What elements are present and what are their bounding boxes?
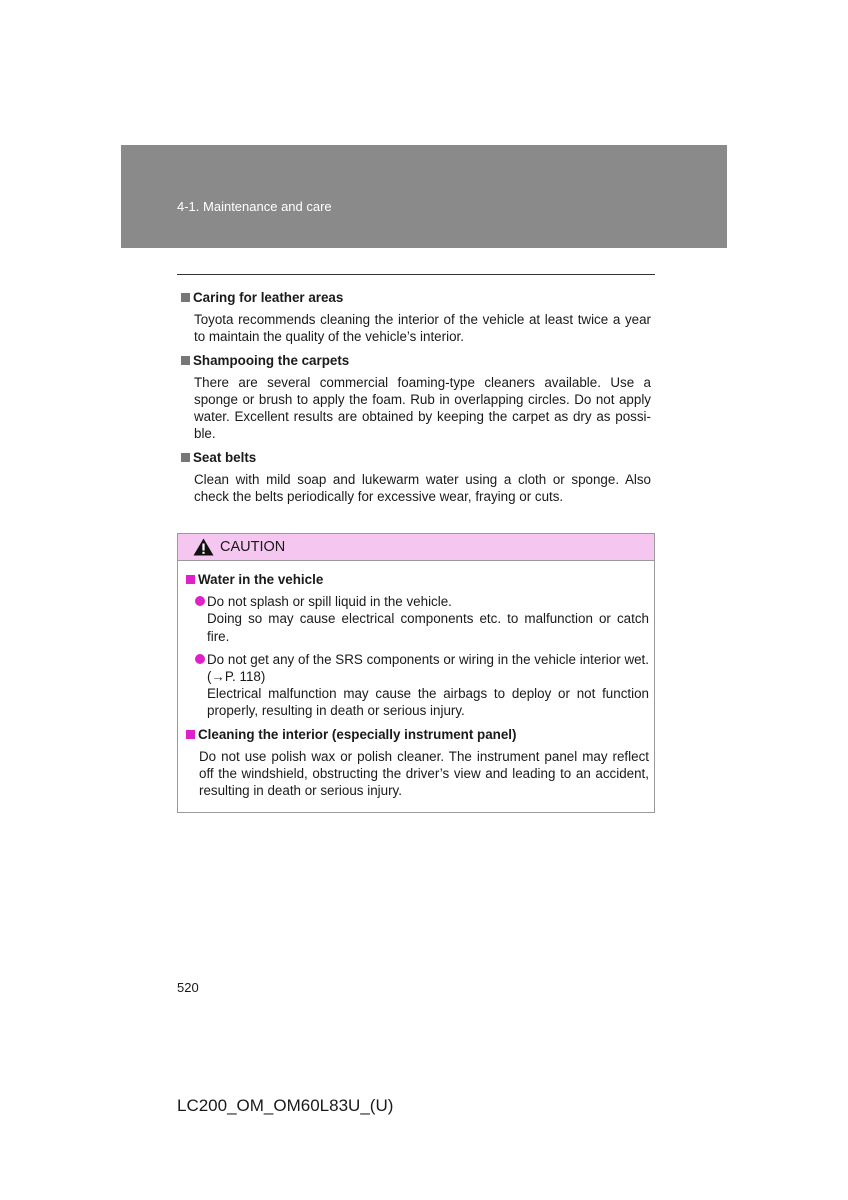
caution-section-heading bbox=[186, 726, 649, 743]
warning-triangle-icon bbox=[193, 538, 214, 556]
caution-body bbox=[178, 561, 654, 799]
section-heading bbox=[181, 449, 651, 466]
section-paragraph: Clean with mild soap and lukewarm water using a cloth or sponge. Also check the belts periodically for excessive wear, fraying or cuts. bbox=[194, 471, 651, 505]
top-divider bbox=[177, 274, 655, 275]
circle-bullet-icon bbox=[195, 596, 205, 606]
heading-text: Cleaning the interior (especially instrument panel) bbox=[198, 726, 517, 742]
document-code: LC200_OM_OM60L83U_(U) bbox=[177, 1096, 394, 1115]
bullet-line: Electrical malfunction may cause the airbags to deploy or not function properly, resulting in death or serious injury. bbox=[207, 686, 649, 719]
heading-text: Caring for leather areas bbox=[193, 290, 344, 305]
heading-text: Shampooing the carpets bbox=[193, 352, 350, 368]
square-bullet-icon bbox=[181, 293, 190, 302]
caution-title: CAUTION bbox=[220, 539, 286, 555]
caution-paragraph: Do not use polish wax or polish cleaner. The instrument panel may reflect off the windshield, obstructing the driver’s view and leading to an accident, resulting in death or serious injury. bbox=[199, 748, 649, 799]
circle-bullet-icon bbox=[195, 654, 205, 664]
square-bullet-icon bbox=[186, 730, 195, 739]
caution-box bbox=[177, 533, 655, 813]
bullet-line: Do not get any of the SRS components or wiring in the vehicle interior wet. (→P. 118) bbox=[207, 651, 649, 685]
square-bullet-icon bbox=[186, 575, 195, 584]
section-paragraph: There are several commercial foaming-type cleaners available. Use a sponge or brush to apply the foam. Rub in overlapping circles. Do not apply water. Excellent results are obtained by keeping the carpet as dry as possi-ble. bbox=[194, 374, 651, 442]
section-heading bbox=[181, 289, 651, 306]
header-band bbox=[121, 145, 727, 248]
main-content bbox=[177, 289, 651, 511]
bullet-line: Doing so may cause electrical components etc. to malfunction or catch fire. bbox=[207, 611, 649, 644]
heading-text: Seat belts bbox=[193, 449, 257, 465]
caution-section-heading bbox=[186, 571, 649, 588]
caution-header bbox=[178, 534, 654, 561]
page-number: 520 bbox=[177, 980, 199, 995]
section-title: 4-1. Maintenance and care bbox=[177, 199, 332, 214]
bullet-line: Do not splash or spill liquid in the vehicle. bbox=[207, 594, 452, 610]
square-bullet-icon bbox=[181, 453, 190, 462]
section-heading bbox=[181, 352, 651, 369]
heading-text: Water in the vehicle bbox=[198, 572, 324, 587]
section-paragraph: Toyota recommends cleaning the interior of the vehicle at least twice a year to maintain the quality of the vehicle’s interior. bbox=[194, 312, 651, 345]
list-item bbox=[195, 593, 649, 645]
square-bullet-icon bbox=[181, 356, 190, 365]
list-item bbox=[195, 651, 649, 720]
